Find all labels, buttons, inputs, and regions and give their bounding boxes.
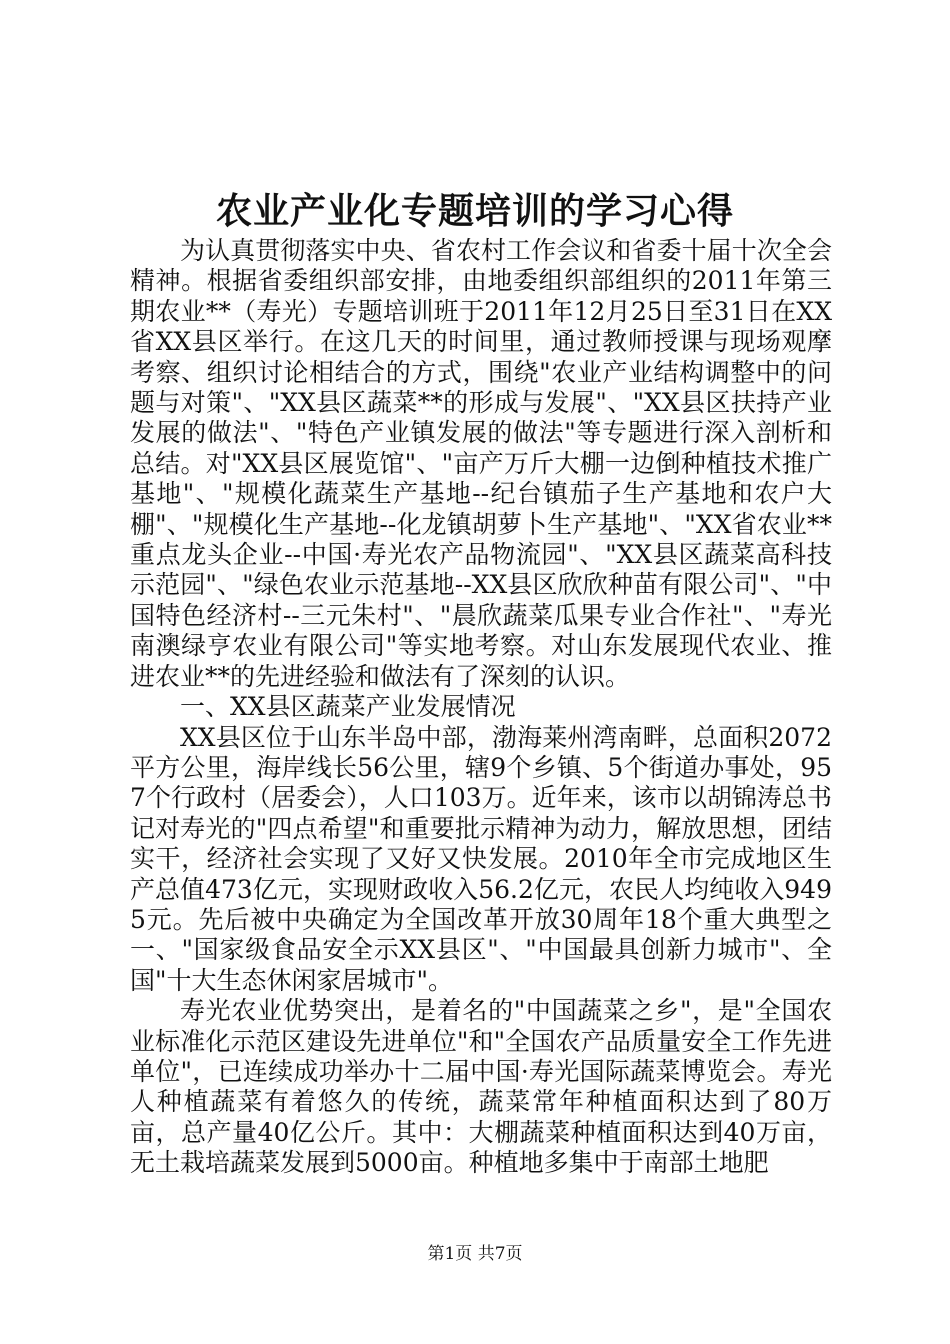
paragraph-intro: 为认真贯彻落实中央、省农村工作会议和省委十届十次全会精神。根据省委组织部安排，由地委组织部组织的2011年第三期农业**（寿光）专题培训班于2011年12月25日至31日在XX省XX县区举行。在这几天的时间里，通过教师授课与现场观摩考察、组织讨论相结合的方式，围绕"农业产业结构调整中的问题与对策"、"XX县区蔬菜**的形成与发展"、"XX县区扶持产业发展的做法"、"特色产业镇发展的做法"等专题进行深入剖析和总结。对"XX县区展览馆"、"亩产万斤大棚一边倒种植技术推广基地"、"规模化蔬菜生产基地--纪台镇茄子生产基地和农户大棚"、"规模化生产基地--化龙镇胡萝卜生产基地"、"XX省农业**重点龙头企业--中国·寿光农产品物流园"、"XX县区蔬菜高科技示范园"、"绿色农业示范基地--XX县区欣欣种苗有限公司"、"中国特色经济村--三元朱村"、"晨欣蔬菜瓜果专业合作社"、"寿光南澳绿亨农业有限公司"等实地考察。对山东发展现代农业、推进农业**的先进经验和做法有了深刻的认识。 [130, 236, 832, 691]
paragraph-agriculture-advantages: 寿光农业优势突出，是着名的"中国蔬菜之乡"，是"全国农业标准化示范区建设先进单位"和"全国农产品质量安全工作先进单位"，已连续成功举办十二届中国·寿光国际蔬菜博览会。寿光人种植蔬菜有着悠久的传统，蔬菜常年种植面积达到了80万亩，总产量40亿公斤。其中：大棚蔬菜种植面积达到40万亩，无土栽培蔬菜发展到5000亩。种植地多集中于南部土地肥 [130, 996, 832, 1178]
page-title: 农业产业化专题培训的学习心得 [215, 190, 734, 232]
page-number: 第1页 共7页 [427, 1244, 523, 1264]
document-body [130, 236, 832, 1179]
section-heading: 一、XX县区蔬菜产业发展情况 [180, 692, 516, 722]
paragraph-county-overview: XX县区位于山东半岛中部，渤海莱州湾南畔，总面积2072平方公里，海岸线长56公里，辖9个乡镇、5个街道办事处，957个行政村（居委会），人口103万。近年来，该市以胡锦涛总书记对寿光的"四点希望"和重要批示精神为动力，解放思想，团结实干，经济社会实现了又好又快发展。2010年全市完成地区生产总值473亿元，实现财政收入56.2亿元，农民人均纯收入9495元。先后被中央确定为全国改革开放30周年18个重大典型之一、"国家级食品安全示XX县区"、"中国最具创新力城市"、全国"十大生态休闲家居城市"。 [130, 722, 832, 995]
